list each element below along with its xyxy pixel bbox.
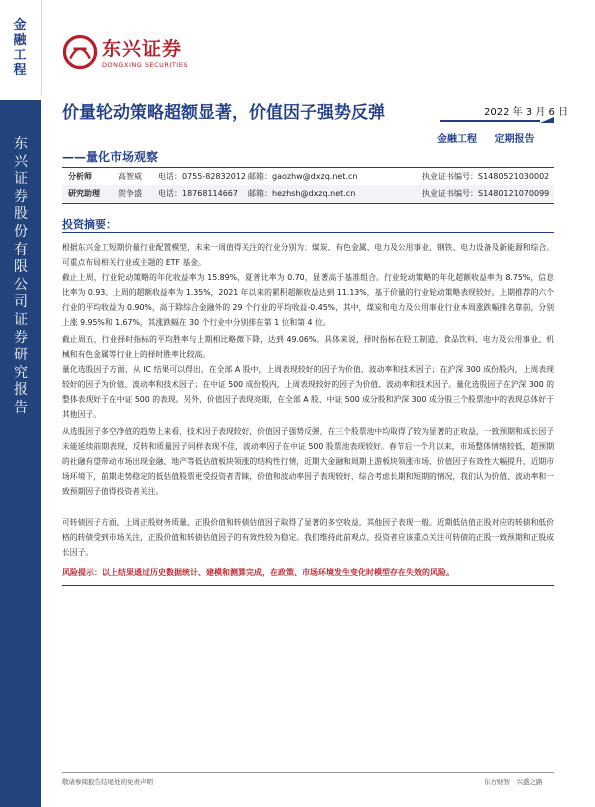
tag-category: 金融工程 [437,134,477,145]
footer-slogan: 东方财智 兴盛之路 [484,778,543,786]
analyst-row [62,185,554,202]
summary-heading: 投资摘要： [62,218,117,231]
report-date: 2022 年 3 月 6 日 [484,107,569,118]
analyst-email[interactable]: 邮箱：gaozhw@dxzq.net.cn [248,172,358,181]
risk-warning: 风险提示：以上结果通过历史数据统计、建模和测算完成，在政策、市场环境发生变化时模型存在失效的风险。 [62,568,454,577]
date-arrow-icon [540,117,554,123]
summary-paragraph: 量化选股因子方面，从 IC 结果可以得出，在全部 A 股中，上周表现较好的因子为价值、波动率和技术因子；在沪深 300 成份股内，上周表现较好的因子为价值、波动率和技术因子；在中证 500 成份股内，上周表现较好的因子为价值、波动率和技术因子。量化选股因子在沪深 300 的整体表现好于在中证 500 的表现。另外，价值因子表现亮眼，在全部 A 股、中证 500 成分股和沪深 300 成分股三个股票池中的表现总体好于其他因子。 [62,365,554,419]
analyst-phone: 电话：18768114667 [158,189,238,198]
summary-paragraph: 截止周五，行业择时指标的平均胜率与上期相比略微下降，达到 49.06%。具体来说，择时指标在轻工制造、食品饮料、电力及公用事业、机械和有色金属等行业上的择时胜率比较高。 [62,335,554,359]
risk-divider [62,585,554,586]
analyst-name: 高智威 [118,172,142,181]
tag-type: 定期报告 [494,134,535,145]
sidebar-company-label: 东兴证券股份有限公司证券研究报告 [14,136,28,416]
analyst-phone: 电话：0755-82832012 [158,172,246,181]
summary-divider [62,232,554,233]
analyst-role: 分析师 [68,172,92,181]
company-logo-icon [62,34,98,70]
analyst-cert: 执业证书编号：S1480121070099 [422,189,550,198]
summary-paragraph: 可转债因子方面，上周正股财务质量、正股价值和转债估值因子取得了显著的多空收益，其他因子表现一般。近期低估值正股对应的转债和低价格的转债受到市场关注，正股价值和转债估值因子的有效性较为稳定。我们维持此前观点，投资者应该重点关注可转债的正股一致预期和正股成长因子。 [62,518,554,557]
footer-divider [62,772,554,773]
summary-paragraph: 截止上周，行业轮动策略的年化收益率为 15.89%，夏普比率为 0.70，显著高于基准组合。行业轮动策略的年化超额收益率为 8.75%，信息比率为 0.93。上周的超额收益率为 1.35%，2021 年以来的累积超额收益达到 11.13%，基于价量的行业轮动策略表现较好。上期推荐的六个行业的平均收益为 0.90%，高于除综合金融外的 29 个行业的平均收益-0.45%，其中，煤炭和电力及公用事业行业本周涨跌幅排名靠前，分别上涨 9.95%和 1.67%，其涨跌幅在 30 个行业中分别排在第 1 位和第 4 位。 [62,273,554,327]
date-underline [440,117,554,123]
analyst-row [62,168,554,185]
report-subtitle: ——量化市场观察 [62,150,159,164]
analyst-email[interactable]: 邮箱：hezhsh@dxzq.net.cn [248,189,356,198]
summary-paragraph: 根据东兴金工短期价量行业配置模型，未来一周值得关注的行业分别为：煤炭、有色金属、电力及公用事业、钢铁、电力设备及新能源和综合。可重点布局相关行业或主题的 ETF 基金。 [62,243,554,267]
analyst-role: 研究助理 [68,189,100,198]
analyst-cert: 执业证书编号：S1480521030002 [422,172,550,181]
sidebar-dept-panel [0,0,42,95]
sidebar [0,0,41,807]
sidebar-company-panel [0,100,41,807]
analyst-table [62,168,554,202]
summary-paragraph: 从选股因子多空净值的趋势上来看，技术因子表现较好，价值因子强势反弹，在三个股票池中均取得了较为显著的正收益，一致预期和成长因子未能延续前期表现，反转和质量因子同样表现不佳，波动率因子在中证 500 股票池表现较好。春节后一个月以来，市场整体情绪较低，超预期的社融有望带动市场出现金融、地产等低估值板块领涨的结构性行情，近期大金融和周期上游板块领涨市场，价值因子有效性大幅提升，近期市场环境下，前期走势稳定的低估值股票更受投资者青睐，价值和波动率因子表现较好，综合考虑长期和短期的情况，我们认为价值、波动率和一致预期因子值得投资者关注。 [62,427,554,496]
report-title: 价量轮动策略超额显著，价值因子强势反弹 [62,103,385,123]
sidebar-dept-label: 金融工程 [13,18,27,78]
analyst-name: 贺争盛 [118,189,142,198]
info-bottom-divider [62,203,554,204]
footer-disclaimer: 敬请参阅报告结尾处的免责声明 [62,778,153,786]
logo-text-cn: 东兴证券 [102,38,183,60]
logo-text-en: DONGXING SECURITIES [102,61,188,69]
report-tags [437,130,548,145]
